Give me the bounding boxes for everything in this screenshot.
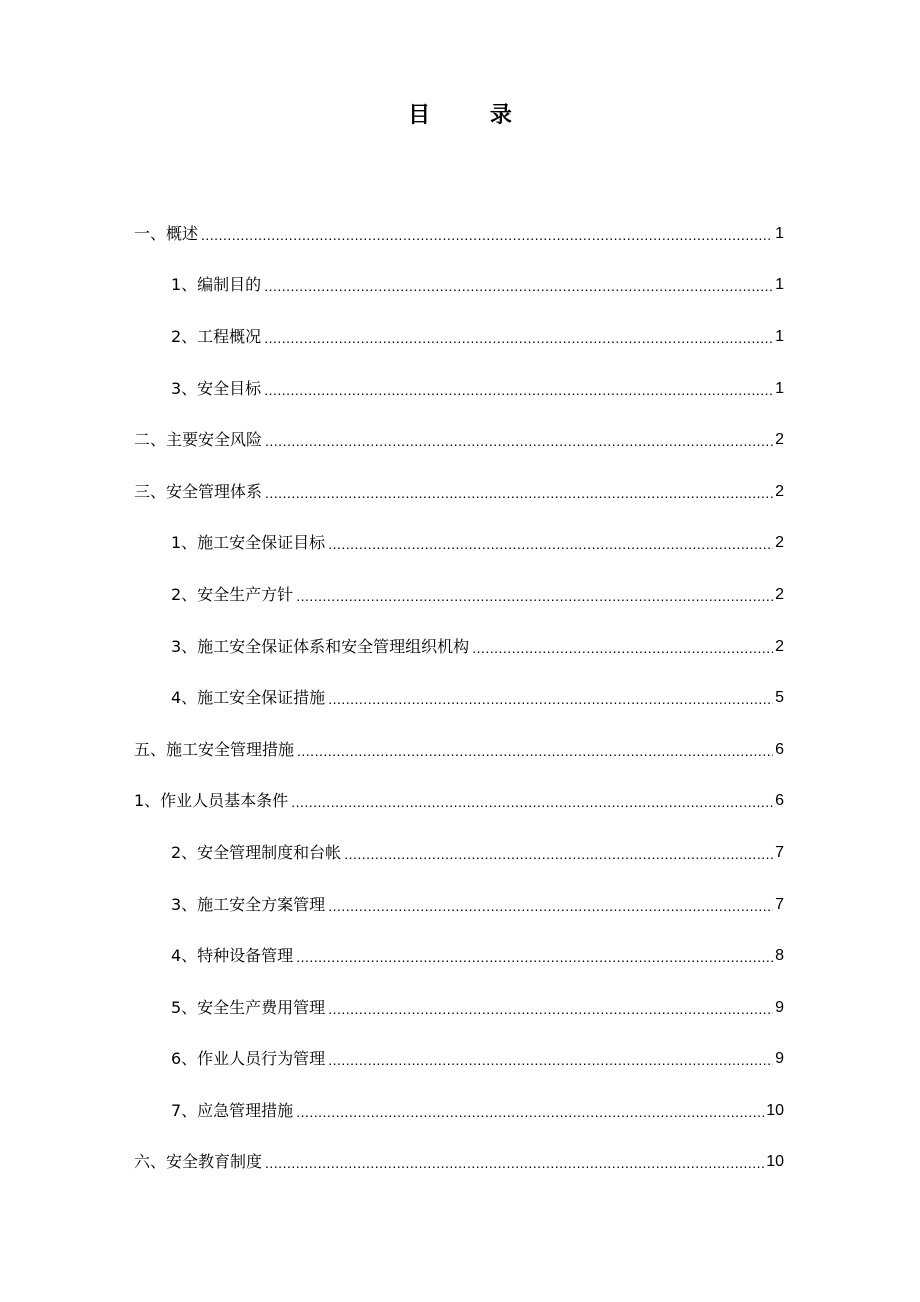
toc-entry-page: 10 xyxy=(766,1101,784,1119)
toc-entry-label: 7、应急管理措施 xyxy=(171,1100,294,1120)
dot-leader xyxy=(296,947,773,967)
toc-entry-label: 3、施工安全保证体系和安全管理组织机构 xyxy=(171,636,470,656)
toc-entry[interactable] xyxy=(134,466,784,518)
toc-entry[interactable] xyxy=(134,879,784,931)
toc-entry[interactable] xyxy=(134,776,784,828)
dot-leader xyxy=(264,276,773,296)
dot-leader xyxy=(328,896,773,916)
toc-entry[interactable] xyxy=(134,1137,784,1189)
toc-entry[interactable] xyxy=(134,414,784,466)
toc-entry-page: 7 xyxy=(775,843,784,861)
dot-leader xyxy=(265,431,773,451)
toc-entry-label: 5、安全生产费用管理 xyxy=(171,997,326,1017)
toc-entry[interactable] xyxy=(134,982,784,1034)
toc-entry-label: 六、安全教育制度 xyxy=(134,1152,263,1172)
dot-leader xyxy=(472,638,773,658)
toc-entry-label: 1、编制目的 xyxy=(171,275,262,295)
toc-entry-page: 5 xyxy=(775,689,784,707)
toc-entry[interactable] xyxy=(134,724,784,776)
toc-entry-label: 2、工程概况 xyxy=(171,326,262,346)
toc-entry-label: 4、施工安全保证措施 xyxy=(171,688,326,708)
toc-entry-label: 6、作业人员行为管理 xyxy=(171,1049,326,1069)
toc-entry[interactable] xyxy=(134,569,784,621)
toc-entry-label: 4、特种设备管理 xyxy=(171,946,294,966)
dot-leader xyxy=(328,1050,773,1070)
dot-leader xyxy=(201,225,773,245)
dot-leader xyxy=(264,380,773,400)
toc-entry-label: 一、概述 xyxy=(134,223,199,243)
dot-leader xyxy=(328,534,773,554)
toc-entry-page: 2 xyxy=(775,534,784,552)
dot-leader xyxy=(328,689,773,709)
dot-leader xyxy=(296,586,773,606)
toc-entry-page: 7 xyxy=(775,895,784,913)
dot-leader xyxy=(265,483,773,503)
dot-leader xyxy=(264,328,773,348)
dot-leader xyxy=(297,741,773,761)
toc-entry-page: 6 xyxy=(775,792,784,810)
toc-entry-page: 9 xyxy=(775,1050,784,1068)
toc-entry[interactable] xyxy=(134,518,784,570)
toc-entry-page: 6 xyxy=(775,740,784,758)
toc-entry[interactable] xyxy=(134,1034,784,1086)
toc-entry-label: 1、施工安全保证目标 xyxy=(171,533,326,553)
toc-entry-page: 10 xyxy=(766,1153,784,1171)
toc-entry-page: 8 xyxy=(775,947,784,965)
toc-entry-label: 五、施工安全管理措施 xyxy=(134,739,295,759)
toc-entry-page: 1 xyxy=(775,276,784,294)
toc-entry-label: 2、安全生产方针 xyxy=(171,584,294,604)
toc-entry[interactable] xyxy=(134,208,784,260)
toc-entry-label: 二、主要安全风险 xyxy=(134,430,263,450)
toc-entry-page: 2 xyxy=(775,482,784,500)
toc-entry[interactable] xyxy=(134,363,784,415)
toc-entry-label: 1、作业人员基本条件 xyxy=(134,791,289,811)
toc-entry-page: 9 xyxy=(775,998,784,1016)
toc-entry-label: 3、施工安全方案管理 xyxy=(171,894,326,914)
toc-entry[interactable] xyxy=(134,1085,784,1137)
toc-title: 目 录 xyxy=(408,103,538,128)
toc-entry[interactable] xyxy=(134,621,784,673)
toc-entry-label: 三、安全管理体系 xyxy=(134,481,263,501)
toc-entry-page: 2 xyxy=(775,585,784,603)
dot-leader xyxy=(265,1153,764,1173)
dot-leader xyxy=(344,844,773,864)
toc-entry-page: 1 xyxy=(775,379,784,397)
table-of-contents xyxy=(134,208,784,1188)
toc-entry[interactable] xyxy=(134,827,784,879)
toc-entry[interactable] xyxy=(134,672,784,724)
toc-entry[interactable] xyxy=(134,930,784,982)
toc-entry-label: 3、安全目标 xyxy=(171,378,262,398)
toc-entry[interactable] xyxy=(134,260,784,312)
toc-entry-page: 2 xyxy=(775,431,784,449)
dot-leader xyxy=(328,999,773,1019)
dot-leader xyxy=(296,1102,764,1122)
toc-entry-page: 2 xyxy=(775,637,784,655)
toc-entry[interactable] xyxy=(134,311,784,363)
toc-entry-page: 1 xyxy=(775,224,784,242)
toc-entry-page: 1 xyxy=(775,327,784,345)
toc-entry-label: 2、安全管理制度和台帐 xyxy=(171,842,342,862)
dot-leader xyxy=(291,792,773,812)
